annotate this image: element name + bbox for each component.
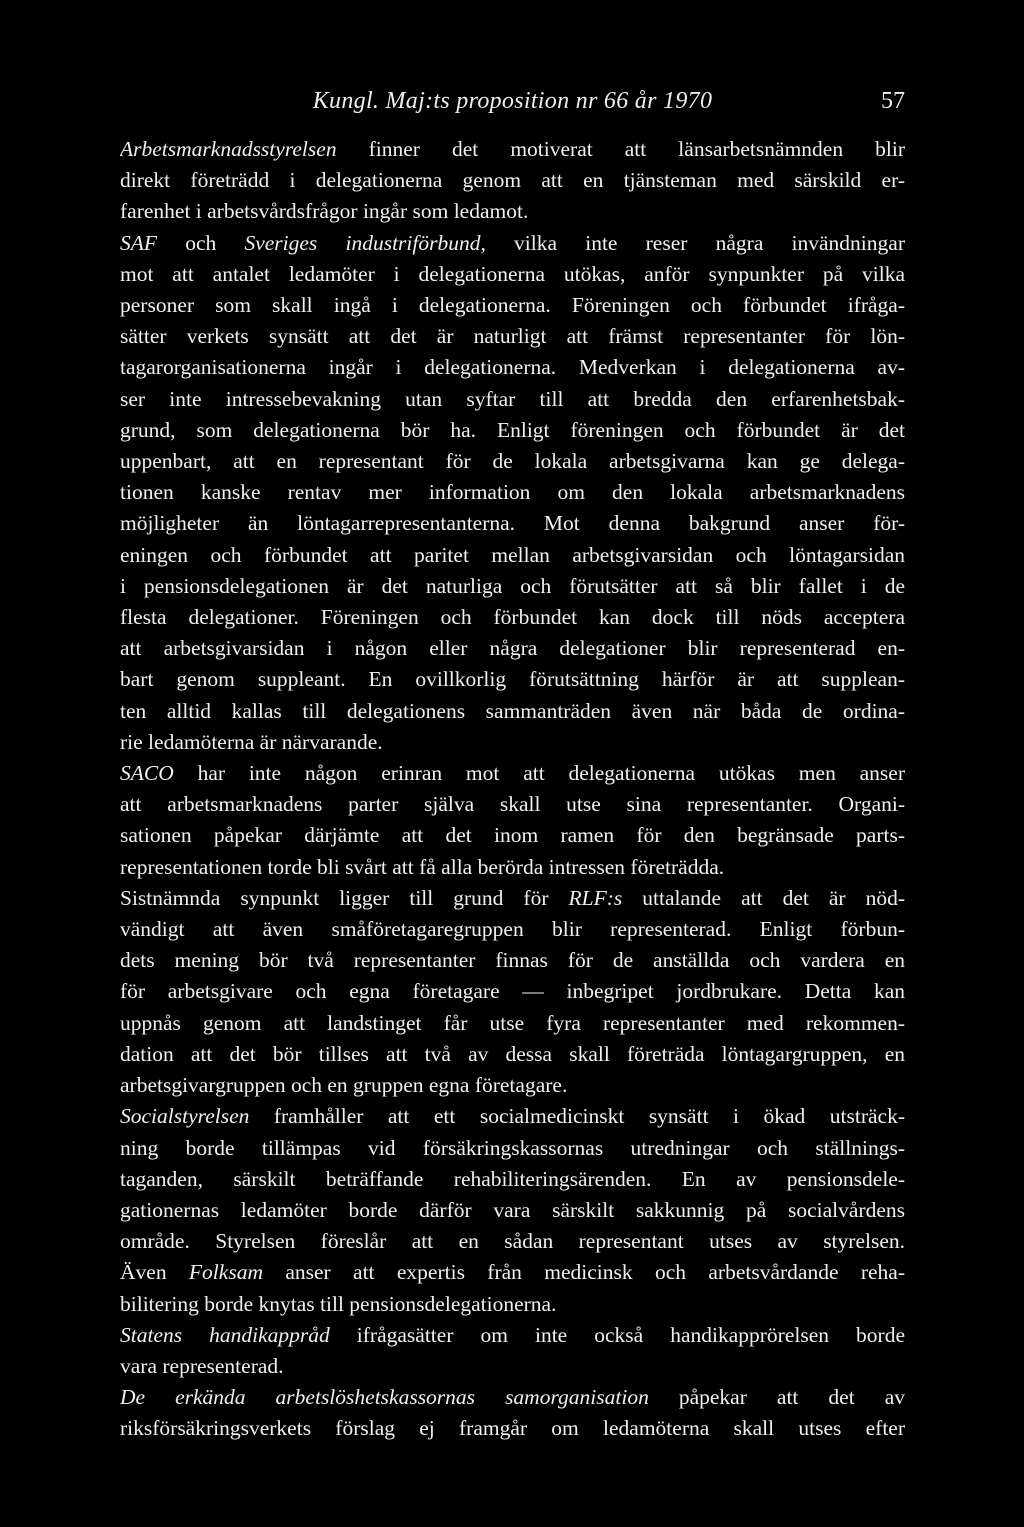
text-line (120, 321, 905, 352)
text-run: riksförsäkringsverkets förslag ej framgår om ledamöterna skall utses efter (120, 1416, 905, 1441)
text-line (120, 945, 905, 976)
text-run: arbetsgivargruppen och en gruppen egna företagare. (120, 1073, 568, 1098)
text-line (120, 228, 905, 259)
paragraph (120, 134, 905, 228)
text-line (120, 820, 905, 851)
italic-name: De erkända arbetslöshetskassornas samorganisation (120, 1385, 649, 1410)
paragraph (120, 228, 905, 758)
italic-name: SAF (120, 230, 158, 255)
text-line (120, 165, 905, 196)
text-run: sationen påpekar därjämte att det inom ramen för den begränsade parts- (120, 823, 905, 848)
text-run: eningen och förbundet att paritet mellan arbetsgivarsidan och löntagarsidan (120, 542, 905, 567)
text-line (120, 602, 905, 633)
text-line (120, 1164, 905, 1195)
text-line (120, 540, 905, 571)
paragraph (120, 1101, 905, 1319)
text-run: ten alltid kallas till delegationens sammanträden även när båda de ordina- (120, 698, 905, 723)
text-line (120, 446, 905, 477)
text-run: ifrågasätter om inte också handikapprörelsen borde (329, 1322, 905, 1347)
text-run: vara representerad. (120, 1353, 284, 1378)
text-line (120, 1413, 905, 1444)
text-run: uttalande att det är nöd- (622, 885, 905, 910)
text-line (120, 571, 905, 602)
text-line (120, 1133, 905, 1164)
text-run: mot att antalet ledamöter i delegationerna utökas, anför synpunkter på vilka (120, 261, 905, 286)
text-run: tagarorganisationerna ingår i delegationerna. Medverkan i delegationerna av- (120, 355, 905, 380)
italic-name: SACO (120, 761, 174, 786)
text-run: för arbetsgivare och egna företagare — inbegripet jordbrukare. Detta kan (120, 979, 905, 1004)
text-run: personer som skall ingå i delegationerna. Föreningen och förbundet ifråga- (120, 293, 905, 318)
text-run: att arbetsmarknadens parter själva skall utse sina representanter. Organi- (120, 792, 905, 817)
italic-name: Statens handikappråd (120, 1322, 330, 1347)
text-line (120, 415, 905, 446)
text-line (120, 384, 905, 415)
text-line (120, 664, 905, 695)
text-line (120, 852, 905, 883)
text-run: anser att expertis från medicinsk och arbetsvårdande reha- (262, 1260, 905, 1285)
text-line (120, 508, 905, 539)
text-line (120, 727, 905, 758)
text-run: påpekar att det av (648, 1385, 905, 1410)
text-run: uppnås genom att landstinget får utse fyra representanter med rekommen- (120, 1010, 905, 1035)
text-run: i pensionsdelegationen är det naturliga och förutsätter att så blir fallet i de (120, 573, 905, 598)
running-title: Kungl. Maj:ts proposition nr 66 år 1970 (312, 88, 713, 114)
text-run: Även (120, 1260, 189, 1285)
italic-name: RLF:s (568, 885, 623, 910)
text-line (120, 758, 905, 789)
text-line (120, 696, 905, 727)
text-line (120, 1008, 905, 1039)
text-line (120, 259, 905, 290)
text-line (120, 1382, 905, 1413)
text-run: finner det motiverat att länsarbetsnämnden blir (336, 137, 905, 161)
page-header (120, 88, 905, 124)
text-run: område. Styrelsen föreslår att en sådan representant utses av styrelsen. (120, 1229, 905, 1254)
italic-name: Folksam (188, 1260, 263, 1285)
text-run: vändigt att även småföretagaregruppen blir representerad. Enligt förbun- (120, 917, 905, 942)
text-line (120, 1226, 905, 1257)
text-run: möjligheter än löntagarrepresentanterna. Mot denna bakgrund anser för- (120, 511, 905, 536)
text-run: direkt företrädd i delegationerna genom att en tjänsteman med särskild er- (120, 168, 905, 193)
paragraph (120, 758, 905, 883)
text-run: ning borde tillämpas vid försäkringskassornas utredningar och ställnings- (120, 1135, 905, 1160)
text-run: dets mening bör två representanter finnas för de anställda och vardera en (120, 948, 905, 973)
text-line (120, 1289, 905, 1320)
text-run: ser inte intressebevakning utan syftar till att bredda den erfarenhetsbak- (120, 386, 905, 411)
text-run: framhåller att ett socialmedicinskt synsätt i ökad utsträck- (249, 1104, 905, 1129)
text-run: bilitering borde knytas till pensionsdelegationerna. (120, 1291, 557, 1316)
text-run: flesta delegationer. Föreningen och förbundet kan dock till nöds acceptera (120, 605, 905, 630)
text-run: taganden, särskilt beträffande rehabiliteringsärenden. En av pensionsdele- (120, 1166, 905, 1191)
text-run: grund, som delegationerna bör ha. Enligt föreningen och förbundet är det (120, 417, 905, 442)
paragraph (120, 1320, 905, 1382)
text-run: dation att det bör tillses att två av dessa skall företräda löntagargruppen, en (120, 1041, 905, 1066)
text-line (120, 352, 905, 383)
text-run: representationen torde bli svårt att få alla berörda intressen företrädda. (120, 854, 725, 879)
text-line (120, 789, 905, 820)
text-run: bart genom suppleant. En ovillkorlig förutsättning härför är att supplean- (120, 667, 905, 692)
text-line (120, 1070, 905, 1101)
paragraph (120, 1382, 905, 1444)
text-line (120, 1101, 905, 1132)
text-run: tionen kanske rentav mer information om den lokala arbetsmarknadens (120, 480, 905, 505)
body-text (120, 134, 905, 1445)
text-line (120, 1320, 905, 1351)
italic-name: Arbetsmarknadsstyrelsen (120, 137, 337, 161)
italic-name: Sveriges industriförbund, (244, 230, 486, 255)
text-run: vilka inte reser några invändningar (485, 230, 905, 255)
text-line (120, 883, 905, 914)
text-line (120, 1039, 905, 1070)
text-line (120, 976, 905, 1007)
text-run: att arbetsgivarsidan i någon eller några delegationer blir representerad en- (120, 636, 905, 661)
text-run: och (157, 230, 245, 255)
text-line (120, 134, 905, 165)
text-line (120, 196, 905, 227)
text-line (120, 290, 905, 321)
paragraph (120, 883, 905, 1101)
text-run: rie ledamöterna är närvarande. (120, 729, 383, 754)
text-run: har inte någon erinran mot att delegationerna utökas men anser (173, 761, 905, 786)
text-line (120, 1351, 905, 1382)
text-run: sätter verkets synsätt att det är naturligt att främst representanter för lön- (120, 324, 905, 349)
text-line (120, 633, 905, 664)
italic-name: Socialstyrelsen (120, 1104, 250, 1129)
text-run: Sistnämnda synpunkt ligger till grund för (120, 885, 569, 910)
text-run: uppenbart, att en representant för de lokala arbetsgivarna kan ge delega- (120, 449, 905, 474)
text-line (120, 1257, 905, 1288)
text-line (120, 1195, 905, 1226)
text-run: farenhet i arbetsvårdsfrågor ingår som ledamot. (120, 199, 529, 224)
text-line (120, 477, 905, 508)
page-number: 57 (881, 88, 905, 114)
text-line (120, 914, 905, 945)
text-run: gationernas ledamöter borde därför vara särskilt sakkunnig på socialvårdens (120, 1197, 905, 1222)
